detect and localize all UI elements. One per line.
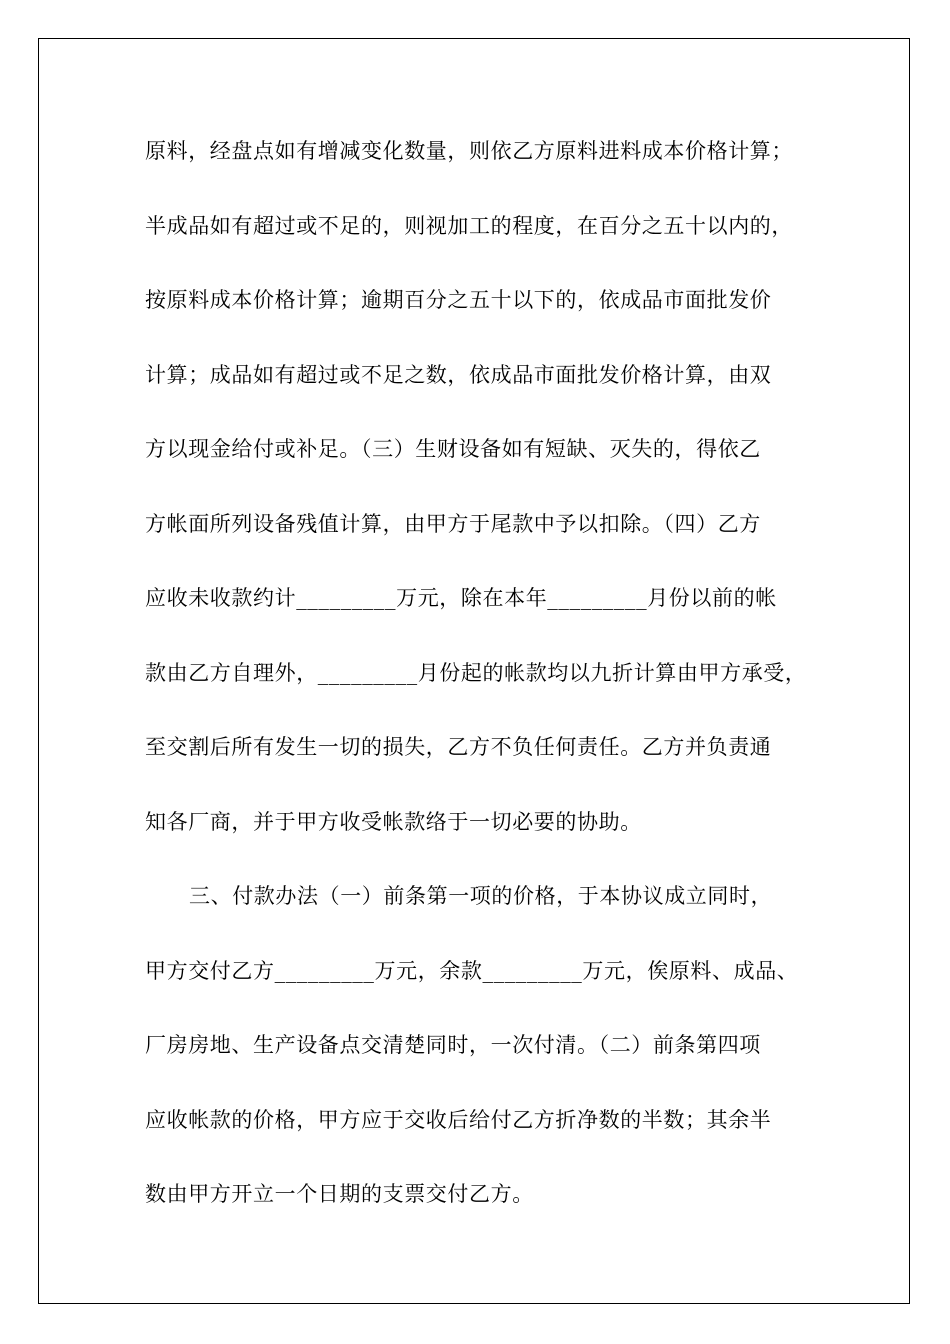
text-line: 厂房房地、生产设备点交清楚同时，一次付清。（二）前条第四项	[145, 1033, 761, 1057]
text-line: 方帐面所列设备残值计算，由甲方于尾款中予以扣除。（四）乙方	[145, 512, 761, 536]
text-line: 按原料成本价格计算；逾期百分之五十以下的，依成品市面批发价	[145, 288, 772, 312]
text-line: 知各厂商，并于甲方收受帐款络于一切必要的协助。	[145, 810, 642, 834]
text-line: 款由乙方自理外，_________月份起的帐款均以九折计算由甲方承受，	[145, 661, 807, 685]
text-line: 计算；成品如有超过或不足之数，依成品市面批发价格计算，由双	[145, 363, 772, 387]
text-line: 应收未收款约计_________万元，除在本年_________月份以前的帐	[145, 586, 777, 610]
text-line: 数由甲方开立一个日期的支票交付乙方。	[145, 1182, 534, 1206]
text-line: 甲方交付乙方_________万元，余款_________万元，俟原料、成品、	[145, 959, 799, 983]
section-heading-line: 三、付款办法（一）前条第一项的价格，于本协议成立同时，	[189, 884, 773, 908]
text-line: 至交割后所有发生一切的损失，乙方不负任何责任。乙方并负责通	[145, 735, 772, 759]
text-line: 原料，经盘点如有增减变化数量，则依乙方原料进料成本价格计算；	[145, 139, 793, 163]
text-line: 方以现金给付或补足。（三）生财设备如有短缺、灭失的，得依乙	[145, 437, 761, 461]
text-line: 应收帐款的价格，甲方应于交收后给付乙方折净数的半数；其余半	[145, 1108, 772, 1132]
text-line: 半成品如有超过或不足的，则视加工的程度，在百分之五十以内的，	[145, 214, 793, 238]
